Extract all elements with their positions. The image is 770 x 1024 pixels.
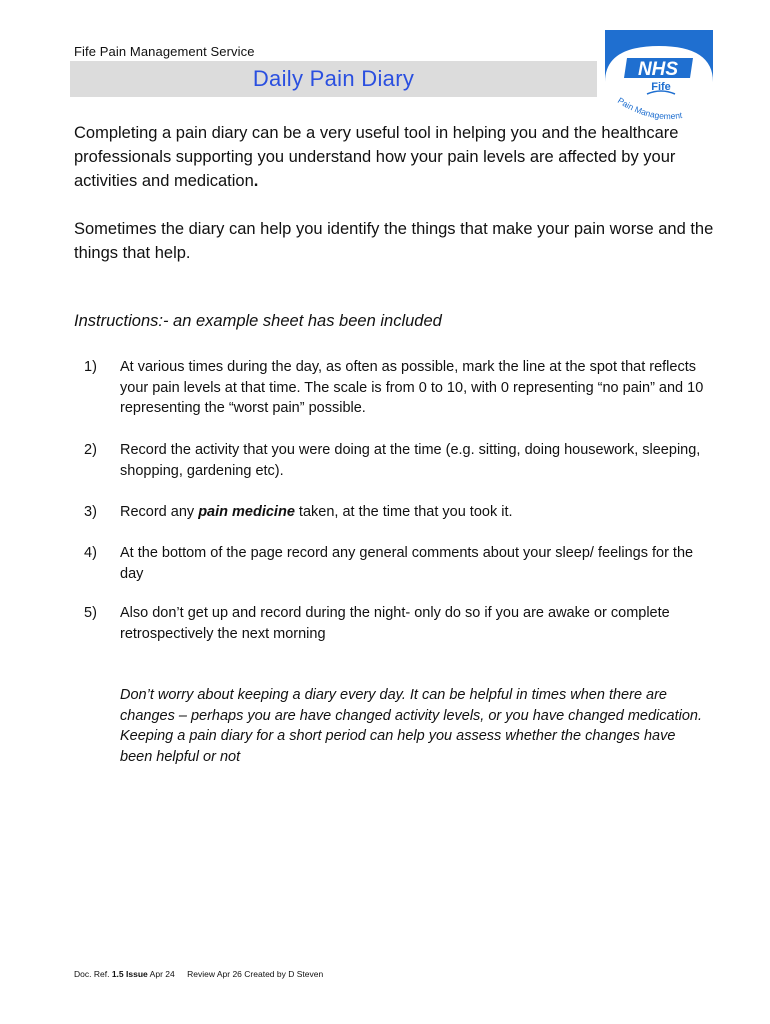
instruction-step [74, 440, 714, 481]
logo-arc-text: Pain Management [615, 95, 683, 122]
document-footer [74, 969, 323, 979]
step-text: At the bottom of the page record any general comments about your sleep/ feelings for the day [120, 545, 694, 582]
doc-ref-value: 1.5 [111, 969, 124, 979]
service-name: Fife Pain Management Service [74, 44, 255, 59]
logo-sub-text: Fife [651, 81, 671, 93]
step-text: Record the activity that you were doing at the time (e.g. sitting, doing housework, sleeping, shopping, gardening etc). [120, 442, 701, 479]
reassurance-note: Don’t worry about keeping a diary every day. It can be helpful in times when there are changes – perhaps you are have changed activity levels, or you have changed medication. Keeping a pain diary for a short period can help you assess whether the changes have been helpful or not [120, 687, 702, 765]
step-number: 5) [84, 605, 97, 621]
instructions-heading: Instructions:- an example sheet has been included [74, 312, 442, 330]
step-number: 3) [84, 504, 97, 520]
intro-paragraph-1: Completing a pain diary can be a very useful tool in helping you and the healthcare professionals supporting you understand how your pain levels are affected by your activities and medication. [74, 124, 679, 190]
doc-ref-label: Doc. Ref. [74, 969, 110, 979]
issue-label: Issue [126, 969, 148, 979]
instruction-step [74, 603, 714, 644]
step-text: Record any pain medicine taken, at the time that you took it. [120, 504, 513, 520]
emphasis-pain-medicine: pain medicine [198, 504, 295, 520]
instruction-step [74, 357, 714, 419]
review-date: Review Apr 26 [187, 969, 242, 979]
step-number: 4) [84, 545, 97, 561]
logo-brand-text: NHS [637, 59, 679, 80]
page-title [70, 61, 597, 97]
created-by: Created by D Steven [244, 969, 324, 979]
step-text: At various times during the day, as often as possible, mark the line at the spot that reflects your pain levels at that time. The scale is from 0 to 10, with 0 representing “no pain” and 10 representing the “worst pain” possible. [120, 359, 704, 416]
instruction-step [74, 543, 714, 584]
page-title-text: Daily Pain Diary [252, 66, 415, 91]
instruction-step [74, 502, 714, 523]
issue-value: Apr 24 [149, 969, 175, 979]
step-text: Also don’t get up and record during the night- only do so if you are awake or complete retrospectively the next morning [120, 605, 670, 642]
intro-paragraph-2: Sometimes the diary can help you identify the things that make your pain worse and the things that help. [74, 220, 714, 262]
step-number: 1) [84, 359, 97, 375]
step-number: 2) [84, 442, 97, 458]
